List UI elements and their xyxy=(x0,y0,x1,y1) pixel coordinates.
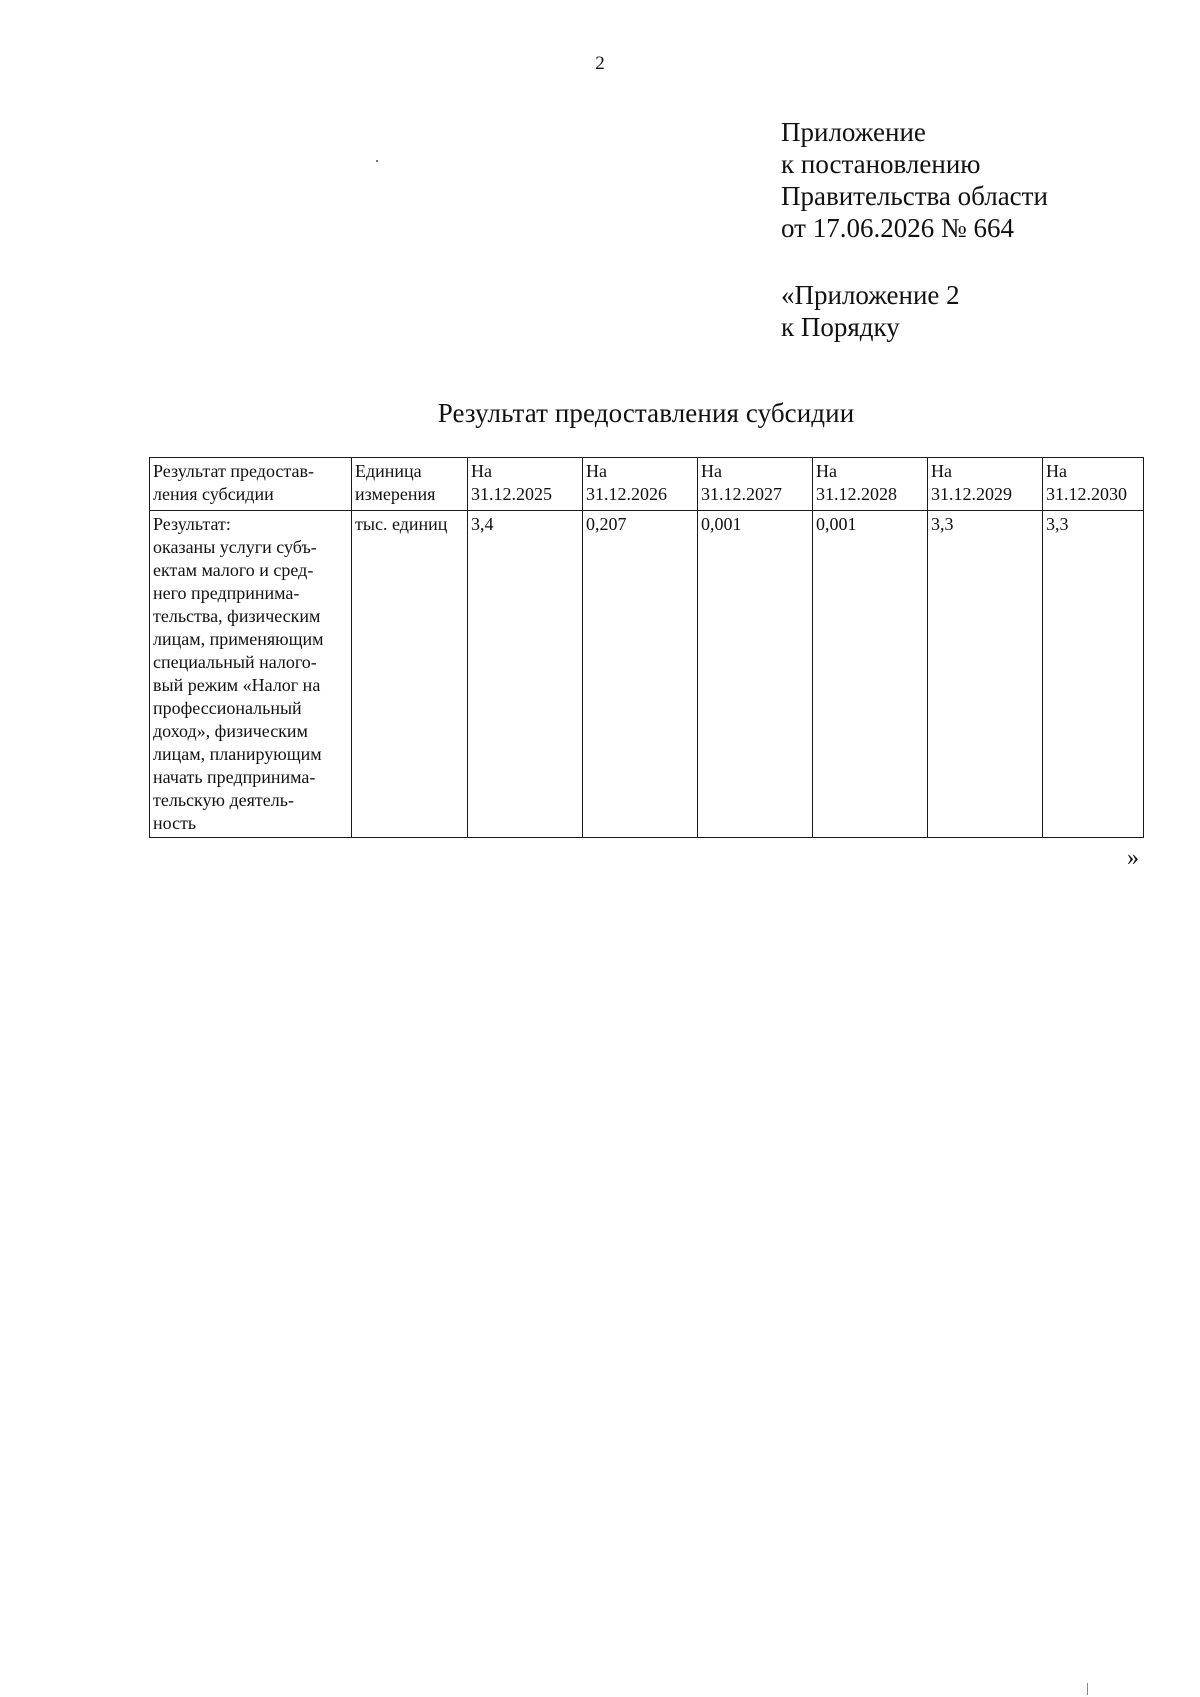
appendix2-header xyxy=(781,279,960,343)
header-year-2030: На 31.12.2030 xyxy=(1043,458,1144,511)
header-year-2025: На 31.12.2025 xyxy=(468,458,583,511)
cell-result-description: Результат: оказаны услуги субъ- ектам малого и сред- него предпринима- тельства, физическим лицам, применяющим специальный налого- вый режим «Налог на профессиональный доход», физическим лицам, планирующим начать предпринима- тельскую деятель- ность xyxy=(150,511,352,838)
cell-value-2029: 3,3 xyxy=(928,511,1043,838)
header-result: Результат предостав- ления субсидии xyxy=(150,458,352,511)
scan-speck xyxy=(376,160,378,162)
header-year-2026: На 31.12.2026 xyxy=(583,458,698,511)
appendix2-header-line: «Приложение 2 xyxy=(781,280,960,310)
cell-value-2030: 3,3 xyxy=(1043,511,1144,838)
header-unit: Единица измерения xyxy=(352,458,468,511)
header-year-2028: На 31.12.2028 xyxy=(813,458,928,511)
cell-value-2025: 3,4 xyxy=(468,511,583,838)
appendix2-header-line: к Порядку xyxy=(781,312,900,342)
page-number: 2 xyxy=(595,53,605,74)
appendix-header-line: к постановлению xyxy=(781,149,981,179)
appendix-header-line: Приложение xyxy=(781,117,926,147)
appendix-header-line: Правительства области xyxy=(781,181,1048,211)
header-year-2027: На 31.12.2027 xyxy=(698,458,813,511)
closing-quote: » xyxy=(1127,845,1139,871)
cell-value-2026: 0,207 xyxy=(583,511,698,838)
scan-margin-mark xyxy=(1087,1683,1088,1695)
appendix-header xyxy=(781,116,1048,244)
result-table xyxy=(149,457,1144,838)
cell-value-2028: 0,001 xyxy=(813,511,928,838)
appendix-header-line: от 17.06.2026 № 664 xyxy=(781,213,1014,243)
document-title: Результат предоставления субсидии xyxy=(437,398,855,428)
cell-unit: тыс. единиц xyxy=(352,511,468,838)
table-row xyxy=(150,511,1144,838)
cell-value-2027: 0,001 xyxy=(698,511,813,838)
header-year-2029: На 31.12.2029 xyxy=(928,458,1043,511)
table-header-row xyxy=(150,458,1144,511)
